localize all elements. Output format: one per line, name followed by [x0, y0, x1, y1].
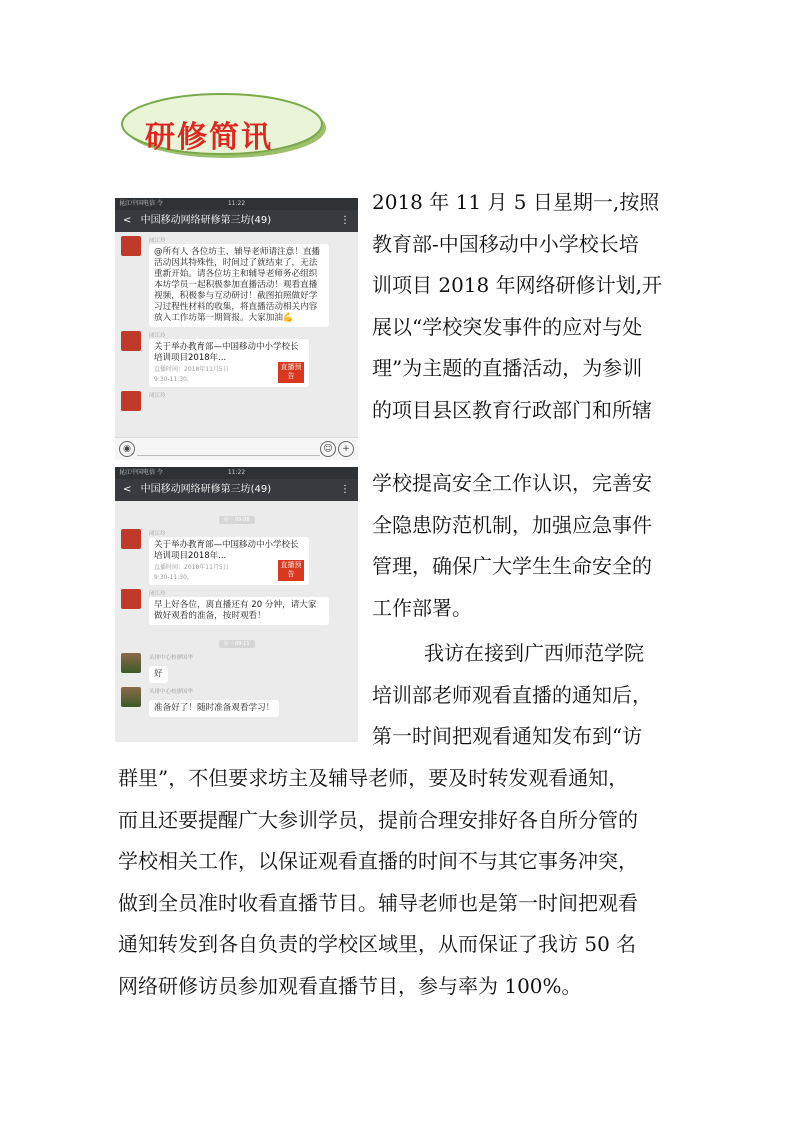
chat-message	[121, 391, 352, 411]
menu-dots-icon[interactable]: ⋮	[340, 215, 350, 226]
message-input[interactable]	[137, 442, 320, 456]
carrier-label: 昆江中国电信 令	[119, 200, 163, 207]
chat-screenshot-2	[115, 467, 358, 742]
avatar	[121, 331, 141, 351]
message-bubble: 好	[149, 666, 168, 683]
article-block-right-low	[372, 633, 652, 758]
live-badge: 直播预告	[278, 362, 304, 383]
text-line: 教育部-中国移动中小学校长培	[372, 231, 639, 256]
chat-message	[121, 236, 352, 327]
sender-name: 闭江玲	[149, 333, 166, 339]
text-line: 做到全员准时收看直播节目。辅导老师也是第一时间把观看	[118, 890, 638, 915]
back-arrow-icon[interactable]: <	[123, 484, 132, 495]
message-bubble: 早上好各位，离直播还有 20 分钟，请大家做好观看的准备，按时观看！	[149, 597, 329, 625]
chat-screenshot-1	[115, 198, 358, 460]
card-meta: 直播时间：2018年11月5日	[154, 366, 229, 373]
divider-label: 星一 09:08	[219, 516, 255, 524]
avatar	[121, 589, 141, 609]
back-arrow-icon[interactable]: <	[123, 215, 132, 226]
sender-name: 头排中心校廖国华	[149, 689, 194, 695]
sender-name: 闭江玲	[149, 393, 166, 399]
voice-icon[interactable]: ◉	[119, 441, 135, 457]
avatar	[121, 529, 141, 549]
status-time: 11:22	[227, 200, 246, 207]
status-bar	[115, 467, 358, 479]
article-block-right-top	[372, 182, 662, 431]
text-line: 2018 年 11 月 5 日星期一,按照	[372, 190, 660, 214]
live-badge: 直播预告	[278, 560, 304, 581]
avatar	[121, 236, 141, 256]
card-title: 关于举办教育部—中国移动中小学校长培训项目2018年...	[154, 540, 299, 561]
text-line: 管理，确保广大学生生命安全的	[372, 554, 652, 578]
chat-title: 中国移动网络研修第三坊(49)	[140, 484, 272, 495]
text-line: 学校相关工作，以保证观看直播的时间不与其它事务冲突，	[118, 849, 638, 873]
chat-input-bar	[115, 437, 358, 460]
text-line: 培训部老师观看直播的通知后，	[372, 682, 652, 707]
text-line: 学校提高安全工作认识，完善安	[372, 471, 652, 495]
card-meta: 9:30-11:30。	[154, 574, 193, 581]
text-line: 第一时间把观看通知发布到“访	[372, 724, 643, 748]
chat-message	[121, 331, 352, 387]
sender-name: 闭江玲	[149, 238, 166, 244]
card-meta: 9:30-11:30。	[154, 376, 193, 383]
sender-name: 闭江玲	[149, 591, 166, 597]
time-divider	[115, 630, 358, 649]
chat-titlebar	[115, 210, 358, 232]
article-block-right-mid	[372, 463, 652, 629]
text-line: 的项目县区教育行政部门和所辖	[372, 397, 652, 422]
time-divider	[115, 506, 358, 525]
avatar	[121, 687, 141, 707]
text-line: 群里”，不但要求坊主及辅导老师，要及时转发观看通知，	[118, 766, 629, 790]
plus-icon[interactable]: +	[338, 441, 354, 457]
chat-message	[121, 529, 352, 585]
status-time: 11:22	[227, 469, 246, 476]
chat-title: 中国移动网络研修第三坊(49)	[140, 215, 272, 226]
text-line: 网络研修访员参加观看直播节目，参与率为 100%。	[118, 973, 582, 998]
chat-titlebar	[115, 479, 358, 501]
text-line: 工作部署。	[372, 595, 472, 620]
divider-label: 星一 09:11	[219, 640, 255, 648]
chat-message	[121, 687, 352, 717]
card-meta: 直播时间：2018年11月5日	[154, 564, 229, 571]
page-title: 研修简讯	[145, 120, 273, 155]
text-line: 全隐患防范机制，加强应急事件	[372, 512, 652, 537]
chat-message	[121, 589, 352, 625]
sender-name: 头排中心校廖国华	[149, 655, 194, 661]
avatar	[121, 653, 141, 673]
emoji-icon[interactable]: ☺	[320, 441, 336, 457]
message-bubble: @所有人 各位坊主、辅导老师请注意！直播活动因其特殊性，时间过了就结束了，无法重新开始。请各位坊主和辅导老师务必组织本坊学员一起积极参加直播活动！观看直播视频，积极参与互动研讨！截图拍照做好学习过程性材料的收集，将直播活动相关内容放入工作坊第一期简报。大家加油💪	[149, 244, 329, 327]
sender-name: 闭江玲	[149, 531, 166, 537]
text-line: 而且还要提醒广大参训学员，提前合理安排好各自所分管的	[118, 807, 638, 832]
menu-dots-icon[interactable]: ⋮	[340, 484, 350, 495]
chat-message	[121, 653, 352, 683]
text-line: 训项目 2018 年网络研修计划,开	[372, 273, 662, 297]
text-line: 展以“学校突发事件的应对与处	[372, 314, 643, 339]
status-bar	[115, 198, 358, 210]
live-notice-card[interactable]	[149, 339, 309, 387]
card-title: 关于举办教育部—中国移动中小学校长培训项目2018年...	[154, 342, 299, 363]
message-bubble: 准备好了！随时准备观看学习！	[149, 700, 279, 717]
carrier-label: 昆江中国电信 令	[119, 469, 163, 476]
text-line: 通知转发到各自负责的学校区域里，从而保证了我访 50 名	[118, 932, 637, 956]
avatar	[121, 391, 141, 411]
article-block-full	[118, 758, 638, 1007]
text-line: 我访在接到广西师范学院	[424, 641, 644, 665]
text-line: 理”为主题的直播活动，为参训	[372, 356, 643, 380]
live-notice-card[interactable]	[149, 537, 309, 585]
